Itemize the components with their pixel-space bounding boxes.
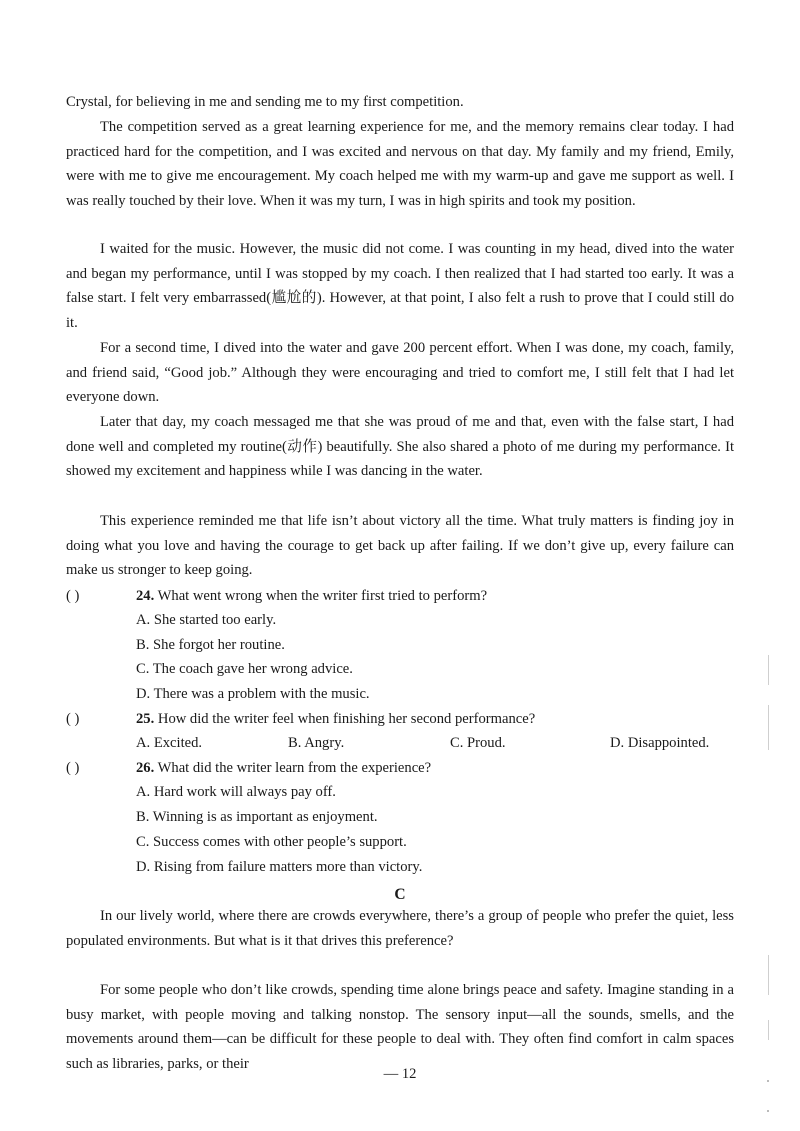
passage-paragraph: In our lively world, where there are crowds everywhere, there’s a group of people who prefer the quiet, less populated environments. But what is it that drives this preference? bbox=[66, 908, 734, 949]
question-text: What went wrong when the writer first tried to perform? bbox=[154, 588, 488, 604]
passage-paragraph: This experience reminded me that life isn’t about victory all the time. What truly matters is finding joy in doing what you love and having the courage to get back up after failing. If we don’t give up, every failure can make us stronger to keep going. bbox=[66, 513, 734, 579]
option-d: D. Rising from failure matters more than victory. bbox=[136, 859, 423, 875]
question-number: 25. bbox=[136, 711, 155, 727]
option-a: A. Excited. bbox=[136, 735, 203, 751]
option-b: B. She forgot her routine. bbox=[136, 637, 285, 653]
option-b: B. Angry. bbox=[288, 735, 345, 751]
section-heading: C bbox=[394, 886, 406, 903]
question-number: 26. bbox=[136, 760, 155, 776]
margin-mark bbox=[768, 705, 769, 750]
question-26 bbox=[66, 756, 734, 781]
passage-paragraph: Crystal, for believing in me and sending me to my first competition. bbox=[66, 94, 464, 110]
passage-paragraph: I waited for the music. However, the music did not come. I was counting in my head, dived into the water and began my performance, until I was stopped by my coach. I then realized that I had started too early. It was a false start. I felt very embarrassed(尴尬的). However, at that point, I also felt a rush to prove that I could still do it. bbox=[66, 241, 734, 331]
option-d: D. There was a problem with the music. bbox=[136, 686, 370, 702]
margin-mark bbox=[768, 955, 769, 995]
option-a: A. Hard work will always pay off. bbox=[136, 784, 336, 800]
answer-blank[interactable]: ( ) bbox=[66, 588, 80, 604]
question-24 bbox=[66, 584, 734, 609]
option-d: D. Disappointed. bbox=[610, 735, 710, 751]
margin-mark bbox=[768, 655, 769, 685]
passage-paragraph: For some people who don’t like crowds, spending time alone brings peace and safety. Imagine standing in a busy market, with people moving and talking nonstop. The sensory input—all the sounds, smells, and the movements around them—can be difficult for these people to deal with. They often find comfort in calm spaces such as libraries, parks, or their bbox=[66, 982, 734, 1072]
question-text: How did the writer feel when finishing her second performance? bbox=[154, 711, 536, 727]
page-number: — 12 bbox=[383, 1066, 417, 1082]
options-row bbox=[136, 731, 724, 756]
margin-mark bbox=[767, 1080, 769, 1082]
margin-mark bbox=[768, 1020, 769, 1040]
question-text: What did the writer learn from the experience? bbox=[154, 760, 432, 776]
margin-mark bbox=[767, 1110, 769, 1112]
answer-blank[interactable]: ( ) bbox=[66, 760, 80, 776]
question-number: 24. bbox=[136, 588, 155, 604]
question-25 bbox=[66, 707, 734, 732]
option-a: A. She started too early. bbox=[136, 612, 277, 628]
passage-paragraph: Later that day, my coach messaged me that she was proud of me and that, even with the false start, I had done well and completed my routine(动作) beautifully. She also shared a photo of me during my performance. It showed my excitement and happiness while I was dancing in the water. bbox=[66, 414, 734, 480]
option-c: C. Proud. bbox=[450, 735, 506, 751]
passage-paragraph: The competition served as a great learning experience for me, and the memory remains clear today. I had practiced hard for the competition, and I was excited and nervous on that day. My family and my friend, Emily, were with me to give me encouragement. My coach helped me with my warm-up and gave me support as well. I was really touched by their love. When it was my turn, I was in high spirits and took my position. bbox=[66, 119, 734, 209]
option-b: B. Winning is as important as enjoyment. bbox=[136, 809, 378, 825]
option-c: C. The coach gave her wrong advice. bbox=[136, 661, 353, 677]
passage-paragraph: For a second time, I dived into the water and gave 200 percent effort. When I was done, my coach, family, and friend said, “Good job.” Although they were encouraging and tried to comfort me, I still felt that I had let everyone down. bbox=[66, 340, 734, 406]
answer-blank[interactable]: ( ) bbox=[66, 711, 80, 727]
option-c: C. Success comes with other people’s support. bbox=[136, 834, 407, 850]
